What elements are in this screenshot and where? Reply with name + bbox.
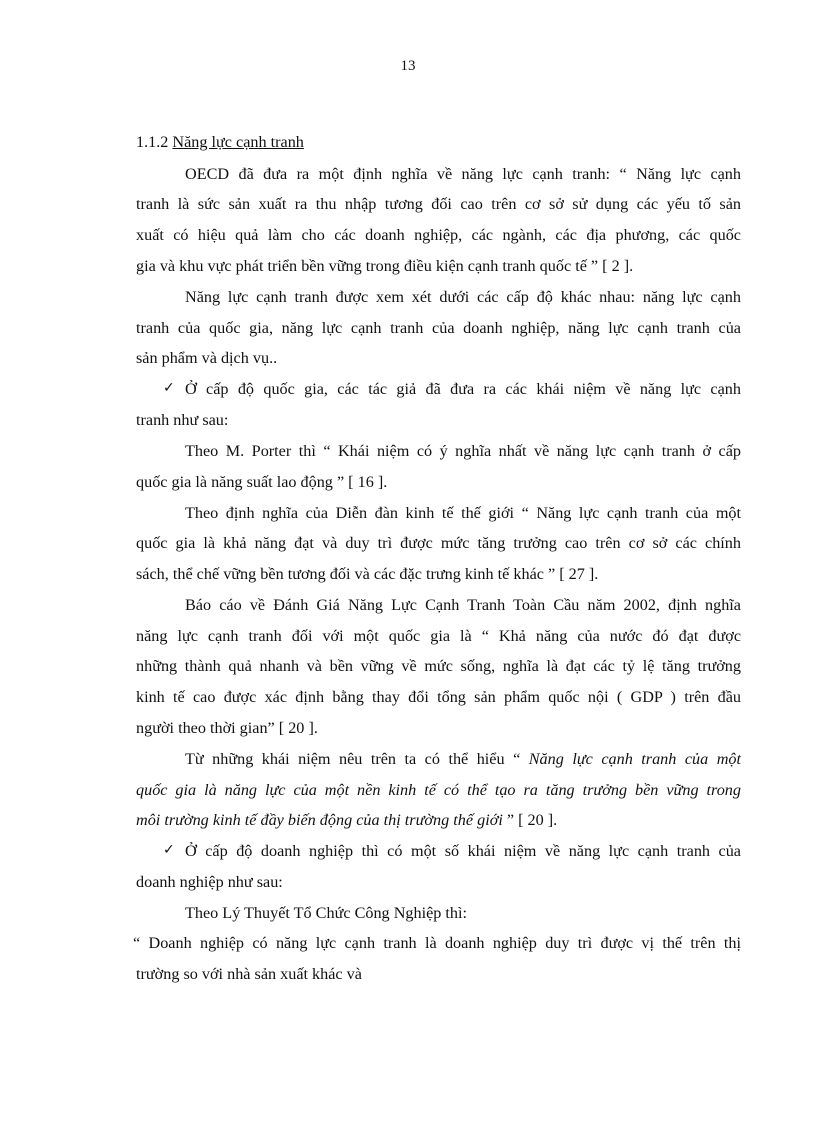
italic-text: môi trường kinh tế đầy biến động của thị trường thế giới: [136, 811, 503, 829]
checkmark-icon: ✓: [163, 842, 175, 858]
paragraph-line: [136, 810, 557, 830]
paragraph-line: sách, thể chế vững bền tương đối và các đặc trưng kinh tế khác ” [ 27 ].: [136, 565, 599, 583]
paragraph-line: Theo định nghĩa của Diễn đàn kinh tế thế giới “ Năng lực cạnh tranh của một: [185, 504, 741, 522]
paragraph-line: Báo cáo về Đánh Giá Năng Lực Cạnh Tranh Toàn Cầu năm 2002, định nghĩa: [185, 596, 741, 614]
paragraph-line: gia và khu vực phát triển bền vững trong điều kiện cạnh tranh quốc tế ” [ 2 ].: [136, 257, 634, 275]
paragraph-line: OECD đã đưa ra một định nghĩa về năng lực cạnh tranh: “ Năng lực cạnh: [185, 165, 741, 183]
paragraph-line: người theo thời gian” [ 20 ].: [136, 719, 318, 737]
section-title: Năng lực cạnh tranh: [172, 133, 304, 151]
bullet-line: Ở cấp độ quốc gia, các tác giả đã đưa ra các khái niệm về năng lực cạnh: [185, 380, 741, 398]
paragraph-line: “ Doanh nghiệp có năng lực cạnh tranh là doanh nghiệp duy trì được vị thế trên thị: [133, 934, 741, 952]
paragraph-line: Theo Lý Thuyết Tổ Chức Công Nghiệp thì:: [185, 904, 467, 922]
paragraph-line: Theo M. Porter thì “ Khái niệm có ý nghĩa nhất về năng lực cạnh tranh ở cấp: [185, 442, 741, 460]
paragraph-line: quốc gia là khả năng đạt và duy trì được mức tăng trưởng cao trên cơ sở các chính: [136, 534, 741, 552]
paragraph-line: doanh nghiệp như sau:: [136, 873, 283, 891]
paragraph-line: tranh như sau:: [136, 411, 229, 429]
plain-text: ” [ 20 ].: [502, 811, 558, 829]
italic-text: Năng lực cạnh tranh của một: [528, 750, 741, 768]
paragraph-line: kinh tế cao được xác định bằng thay đổi tổng sản phẩm quốc nội ( GDP ) trên đầu: [136, 688, 741, 706]
section-number: 1.1.2: [136, 133, 173, 151]
paragraph-line: sản phẩm và dịch vụ..: [136, 349, 278, 367]
section-heading: [136, 132, 304, 152]
paragraph-line: tranh là sức sản xuất ra thu nhập tương đối cao trên cơ sở sử dụng các yếu tố sản: [136, 195, 741, 213]
bullet-line: Ở cấp độ doanh nghiệp thì có một số khái niệm về năng lực cạnh tranh của: [185, 842, 741, 860]
paragraph-line: Năng lực cạnh tranh được xem xét dưới các cấp độ khác nhau: năng lực cạnh: [185, 288, 741, 306]
paragraph-line: [185, 749, 741, 769]
paragraph-line: xuất có hiệu quả làm cho các doanh nghiệp, các ngành, các địa phương, các quốc: [136, 226, 741, 244]
italic-line: quốc gia là năng lực của một nền kinh tế có thể tạo ra tăng trưởng bền vững trong: [136, 781, 741, 799]
paragraph-line: trường so với nhà sản xuất khác và: [136, 965, 362, 983]
checkmark-icon: ✓: [163, 380, 175, 396]
paragraph-line: những thành quả nhanh và bền vững về mức sống, nghĩa là đạt các tỷ lệ tăng trưởng: [136, 657, 741, 675]
paragraph-line: tranh của quốc gia, năng lực cạnh tranh của doanh nghiệp, năng lực cạnh tranh của: [136, 319, 741, 337]
plain-text: Từ những khái niệm nêu trên ta có thể hiểu “: [185, 750, 529, 768]
paragraph-line: năng lực cạnh tranh đối với một quốc gia là “ Khả năng của nước đó đạt được: [136, 627, 741, 645]
paragraph-line: quốc gia là năng suất lao động ” [ 16 ].: [136, 473, 388, 491]
page-number: 13: [400, 58, 416, 74]
